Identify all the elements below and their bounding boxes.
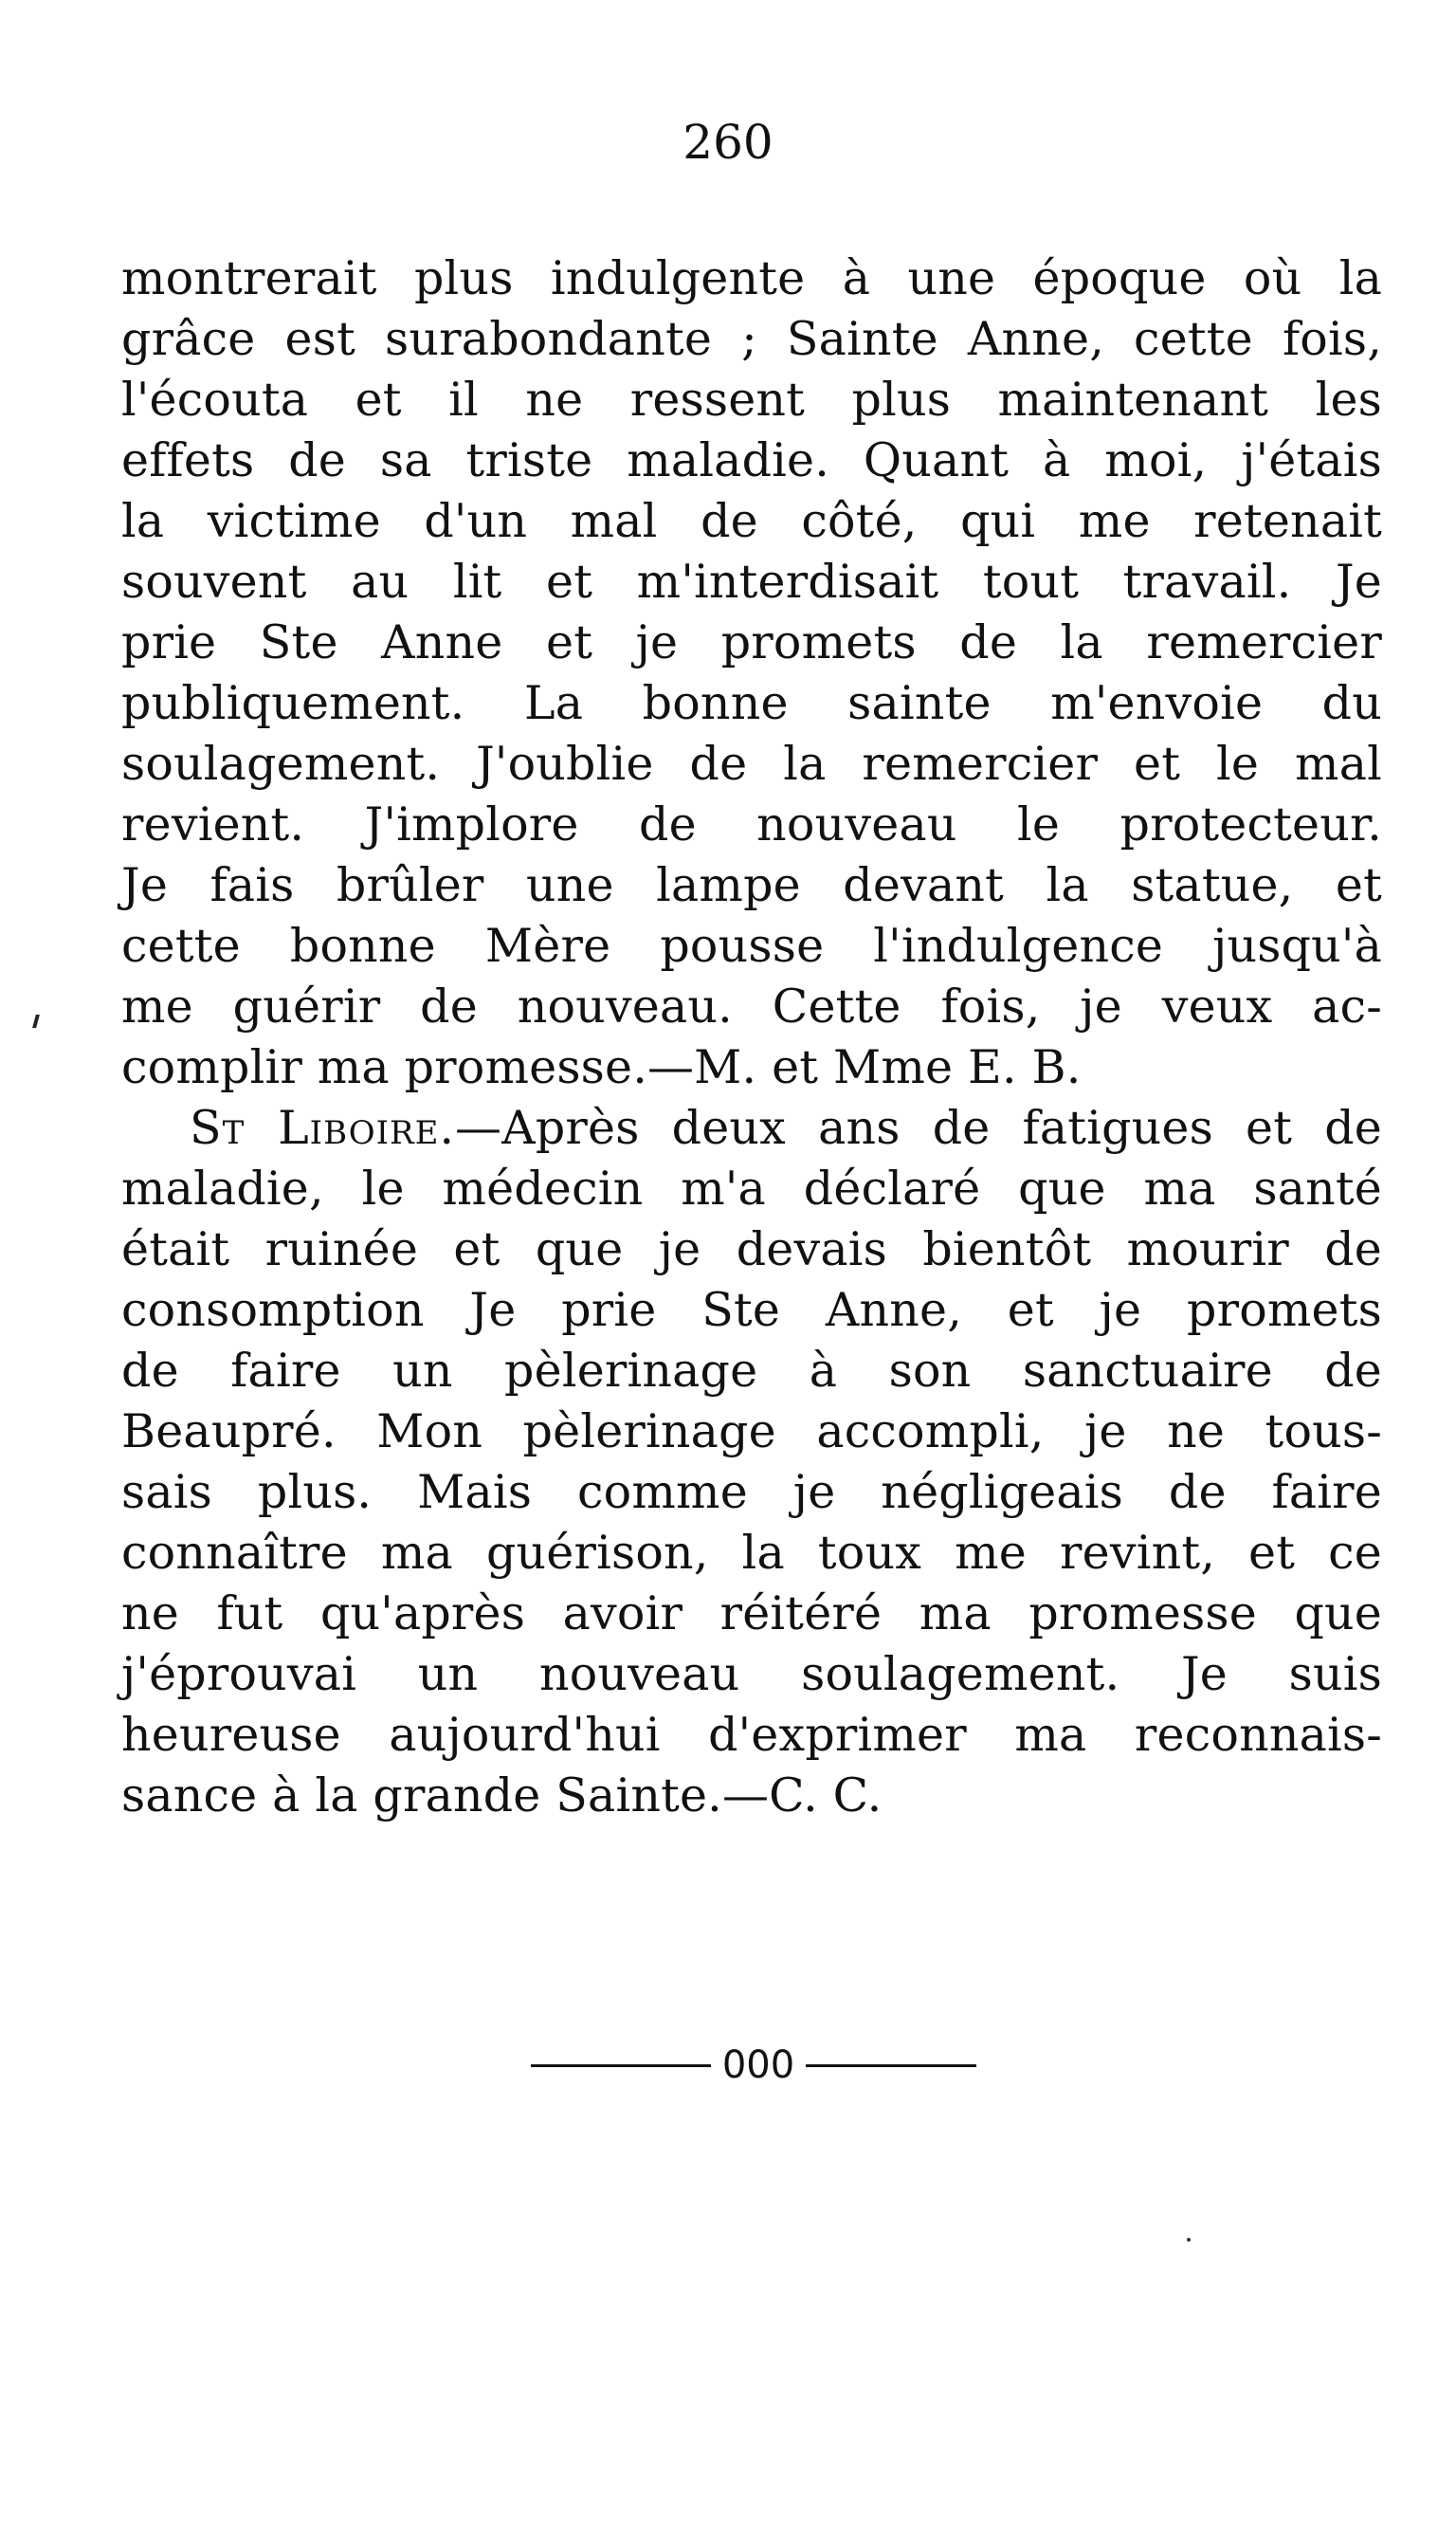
text-line: cette bonne Mère pousse l'indulgence jusqu'à [121,919,1382,973]
separator-rule-left [531,2064,711,2067]
text-line: sais plus. Mais comme je négligeais de faire [121,1465,1382,1519]
place-name: St Liboire. [190,1101,456,1155]
text-line-signature: sance à la grande Sainte.—C. C. [121,1768,883,1823]
text-line: revient. J'implore de nouveau le protecteur. [121,797,1382,852]
text-line: souvent au lit et m'interdisait tout travail. Je [121,555,1382,609]
text-line: était ruinée et que je devais bientôt mourir de [121,1222,1382,1276]
page-number: 260 [682,115,774,170]
text-line: montrerait plus indulgente à une époque où la [121,251,1382,305]
margin-mark [32,1015,40,1028]
separator-ornament: 000 [721,2043,795,2087]
text-line: Je fais brûler une lampe devant la statue, et [121,858,1382,912]
separator-rule-right [806,2064,976,2067]
text-line-first [121,1098,1382,1159]
text-line: soulagement. J'oublie de la remercier et le mal [121,737,1382,791]
text-line: grâce est surabondante ; Sainte Anne, cette fois, [121,312,1382,366]
text-line-signature: complir ma promesse.—M. et Mme E. B. [121,1040,1082,1094]
text-line: effets de sa triste maladie. Quant à moi, j'étais [121,433,1382,487]
text-line: heureuse aujourd'hui d'exprimer ma reconnais- [121,1708,1382,1762]
section-separator [531,2037,976,2094]
first-line-rest: —Après deux ans de fatigues et de [455,1101,1382,1155]
body-text [121,248,1382,1826]
print-speck [1187,2238,1191,2242]
paragraph-testimony-1 [121,248,1382,1098]
paragraph-testimony-st-liboire [121,1098,1382,1826]
text-line: publiquement. La bonne sainte m'envoie du [121,676,1382,730]
text-line: maladie, le médecin m'a déclaré que ma santé [121,1162,1382,1216]
text-line: ne fut qu'après avoir réitéré ma promesse que [121,1586,1382,1640]
text-line: la victime d'un mal de côté, qui me retenait [121,494,1382,548]
text-line: connaître ma guérison, la toux me revint, et ce [121,1526,1382,1580]
text-line: Beaupré. Mon pèlerinage accompli, je ne tous- [121,1404,1382,1458]
text-line: j'éprouvai un nouveau soulagement. Je suis [121,1647,1382,1701]
text-line: de faire un pèlerinage à son sanctuaire de [121,1344,1382,1398]
text-line: prie Ste Anne et je promets de la remercier [121,615,1382,669]
text-line: consomption Je prie Ste Anne, et je promets [121,1283,1382,1337]
text-line: me guérir de nouveau. Cette fois, je veux ac- [121,980,1382,1034]
text-line: l'écouta et il ne ressent plus maintenant les [121,373,1382,427]
